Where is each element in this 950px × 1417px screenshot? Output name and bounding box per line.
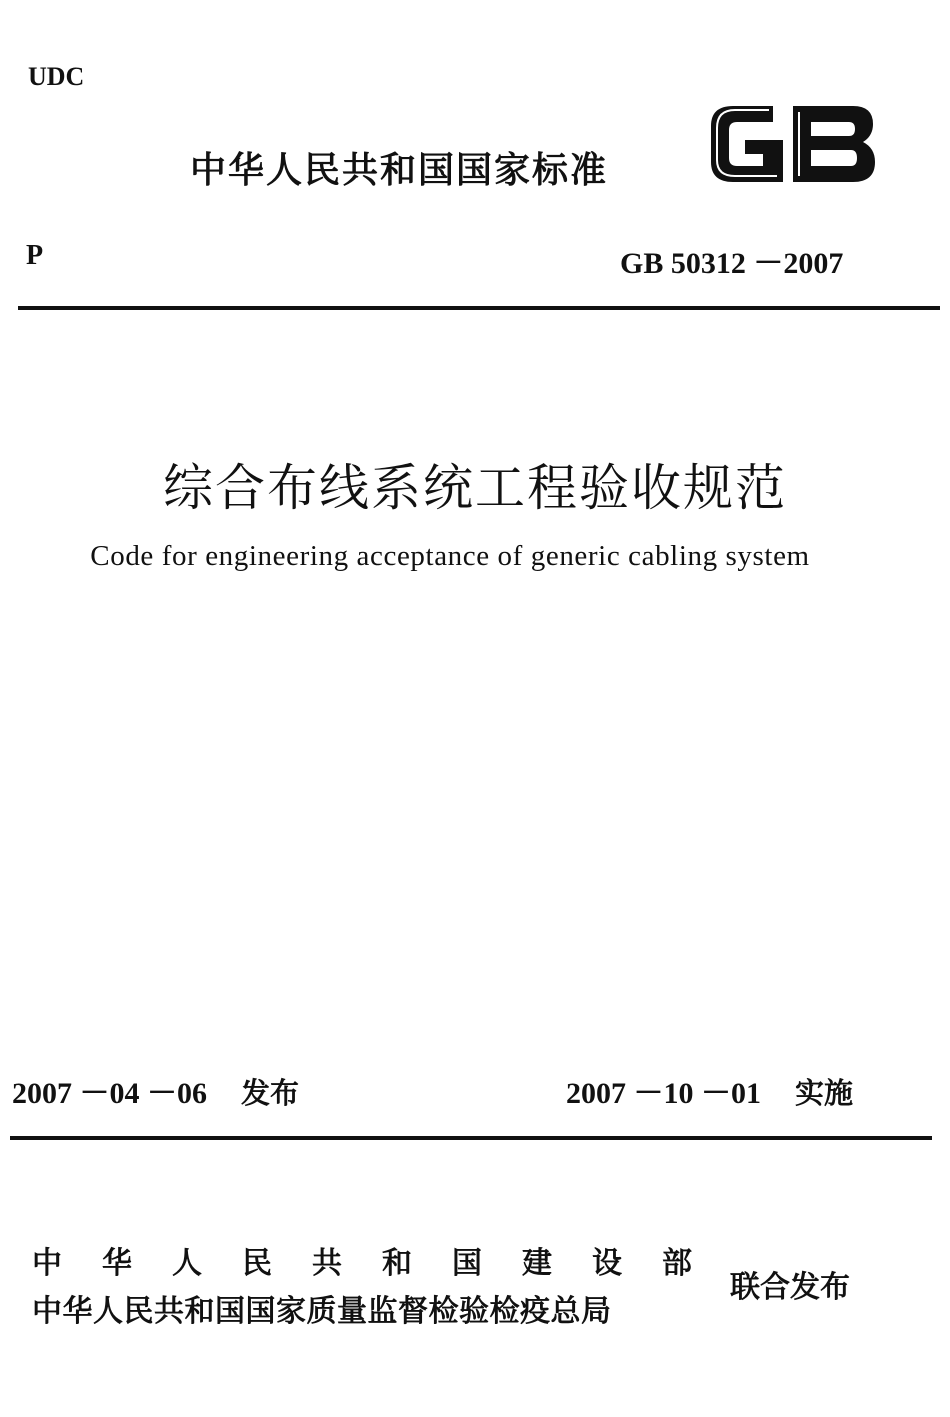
publisher-char: 建	[522, 1246, 552, 1281]
issue-label: 发布	[241, 1076, 300, 1110]
gb-logo	[703, 96, 881, 192]
category-code: P	[26, 240, 44, 271]
publisher-ministry	[32, 1238, 692, 1282]
document-title-en: Code for engineering acceptance of generic cabling system	[90, 540, 810, 572]
publisher-aqsiq: 中华人民共和国国家质量监督检验检疫总局	[32, 1294, 612, 1329]
joint-publish-label: 联合发布	[730, 1270, 850, 1305]
document-title-cn: 综合布线系统工程验收规范	[163, 459, 787, 517]
publisher-char: 人	[172, 1246, 202, 1281]
implement-date-block	[566, 1068, 853, 1112]
publisher-char: 设	[592, 1246, 622, 1281]
issue-date: 2007 －04 －06	[12, 1077, 207, 1110]
standard-category-title: 中华人民共和国国家标准	[190, 150, 609, 191]
publisher-char: 华	[102, 1246, 132, 1281]
publisher-char: 共	[312, 1246, 342, 1281]
publisher-char: 部	[662, 1246, 692, 1281]
footer-divider	[10, 1136, 932, 1140]
standard-number: GB 50312 －2007	[620, 247, 844, 280]
implement-date: 2007 －10 －01	[566, 1077, 761, 1110]
publisher-char: 和	[382, 1246, 412, 1281]
publisher-char: 中	[32, 1246, 62, 1281]
header-divider	[18, 306, 940, 310]
implement-label: 实施	[795, 1076, 854, 1110]
publisher-char: 国	[452, 1246, 482, 1281]
udc-label: UDC	[28, 62, 85, 91]
publisher-char: 民	[242, 1246, 272, 1281]
issue-date-block	[12, 1068, 299, 1112]
